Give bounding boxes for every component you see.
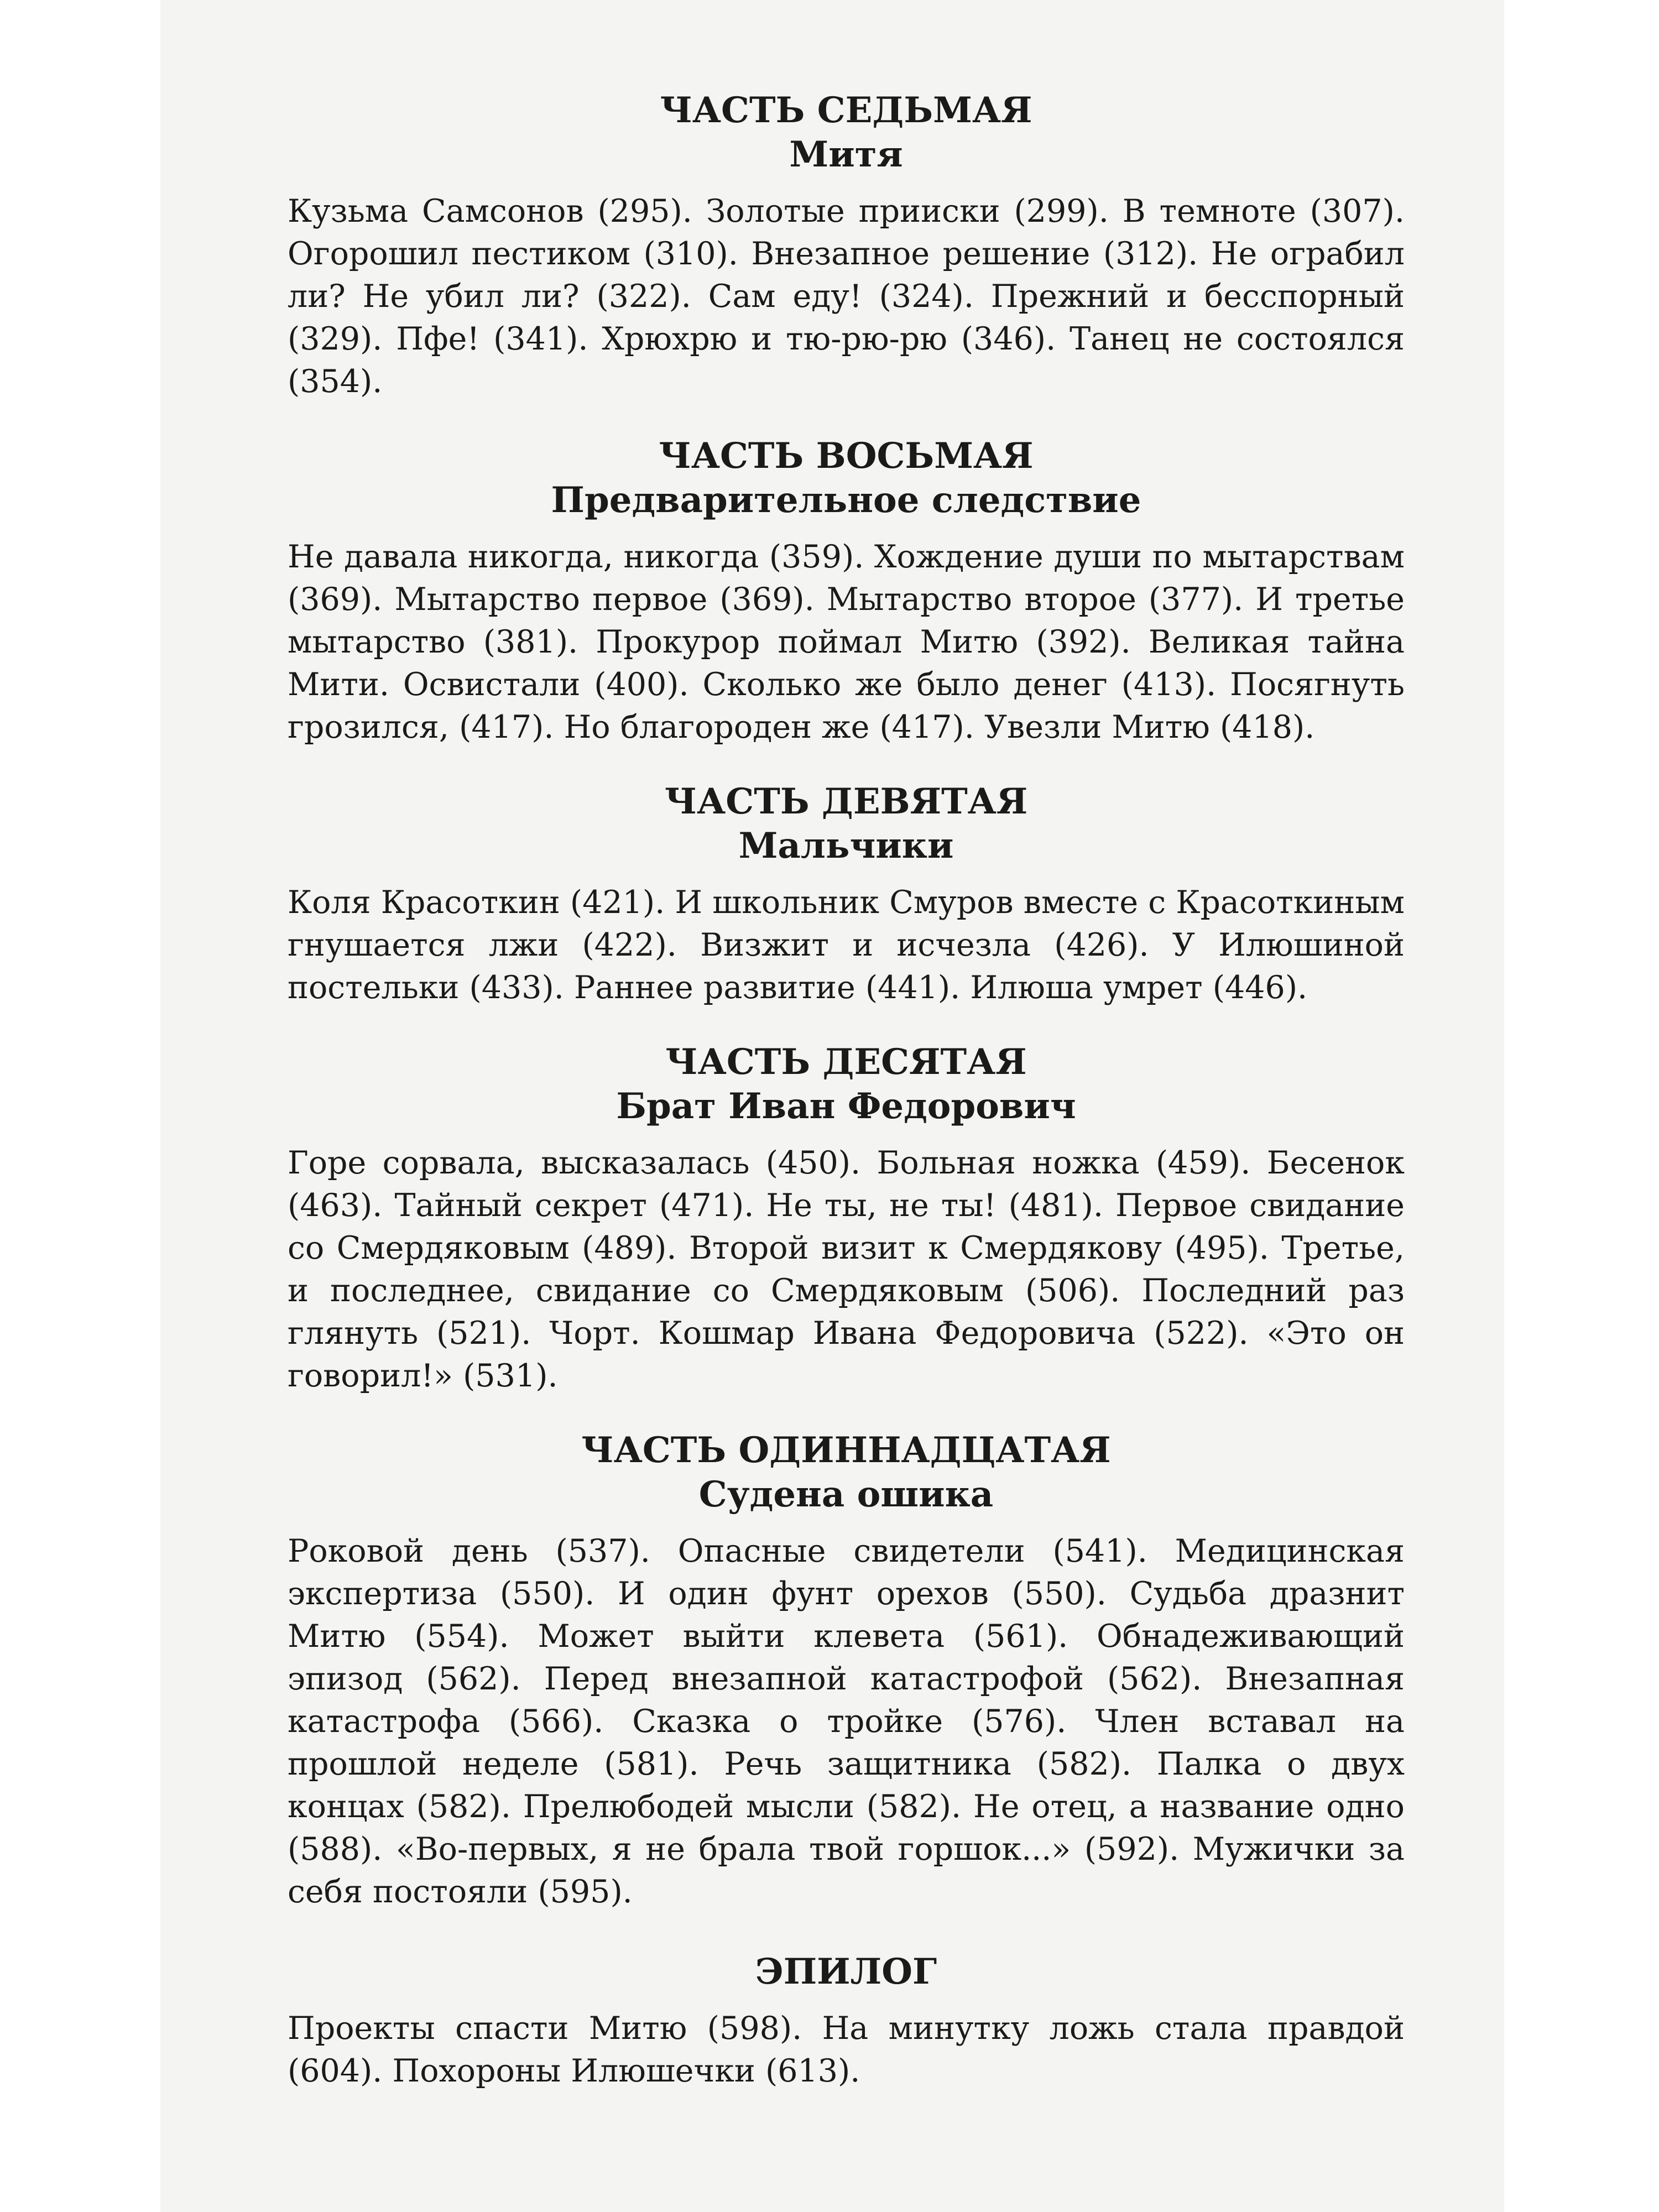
section-contents: Не давала никогда, никогда (359). Хождение души по мытарствам (369). Мытарство первое (369). Мытарство второе (377). И третье мытарство (381). Прокурор поймал Митю (392). Великая тайна Мити. Освистали (400). Сколько же было денег (413). Посягнуть грозился, (417). Но благороден же (417). Увезли Митю (418). bbox=[288, 539, 1405, 745]
section-contents: Горе сорвала, высказалась (450). Больная ножка (459). Бесенок (463). Тайный секрет (471). Не ты, не ты! (481). Первое свидание со Смердяковым (489). Второй визит к Смердякову (495). Третье, и последнее, свидание со Смердяковым (506). Последний раз глянуть (521). Чорт. Кошмар Ивана Федоровича (522). «Это он говорил!» (531). bbox=[288, 1145, 1405, 1394]
section-epilogue bbox=[288, 1950, 1405, 2093]
table-of-contents bbox=[288, 88, 1405, 2093]
section-title: ЧАСТЬ ДЕСЯТАЯ bbox=[665, 1041, 1027, 1083]
section-subtitle: Предварительное следствие bbox=[551, 479, 1141, 521]
section-title: ЧАСТЬ СЕДЬМАЯ bbox=[660, 90, 1032, 131]
section-subtitle: Судена ошика bbox=[698, 1474, 994, 1515]
section-subtitle: Мальчики bbox=[738, 825, 954, 867]
section-contents: Коля Красоткин (421). И школьник Смуров вместе с Красоткиным гнушается лжи (422). Визжит и исчезла (426). У Илюшиной постельки (433). Раннее развитие (441). Илюша умрет (446). bbox=[288, 884, 1405, 1006]
section-title: ЧАСТЬ ДЕВЯТАЯ bbox=[664, 781, 1028, 822]
section-contents: Роковой день (537). Опасные свидетели (541). Медицинская экспертиза (550). И один фунт орехов (550). Судьба дразнит Митю (554). Может выйти клевета (561). Обнадеживающий эпизод (562). Перед внезапной катастрофой (562). Внезапная катастрофа (566). Сказка о тройке (576). Член вставал на прошлой неделе (581). Речь защитника (582). Палка о двух концах (582). Прелюбодей мысли (582). Не отец, а название одно (588). «Во-первых, я не брала твой горшок...» (592). Мужички за себя постояли (595). bbox=[288, 1533, 1405, 1910]
section-part-eight bbox=[288, 434, 1405, 749]
section-part-eleven bbox=[288, 1428, 1405, 1913]
section-title: ЧАСТЬ ОДИННАДЦАТАЯ bbox=[581, 1430, 1111, 1471]
section-subtitle: Брат Иван Федорович bbox=[616, 1086, 1076, 1127]
section-part-ten bbox=[288, 1040, 1405, 1397]
section-part-seven bbox=[288, 88, 1405, 403]
section-subtitle: Митя bbox=[789, 134, 903, 175]
section-title: ЭПИЛОГ bbox=[755, 1951, 937, 1992]
section-contents: Кузьма Самсонов (295). Золотые прииски (299). В темноте (307). Огорошил пестиком (310). Внезапное решение (312). Не ограбил ли? Не убил ли? (322). Сам еду! (324). Прежний и бесспорный (329). Пфе! (341). Хрюхрю и тю-рю-рю (346). Танец не состоялся (354). bbox=[288, 193, 1405, 400]
section-contents: Проекты спасти Митю (598). На минутку ложь стала правдой (604). Похороны Илюшечки (613). bbox=[288, 2010, 1405, 2089]
section-title: ЧАСТЬ ВОСЬМАЯ bbox=[659, 435, 1034, 477]
section-part-nine bbox=[288, 780, 1405, 1009]
